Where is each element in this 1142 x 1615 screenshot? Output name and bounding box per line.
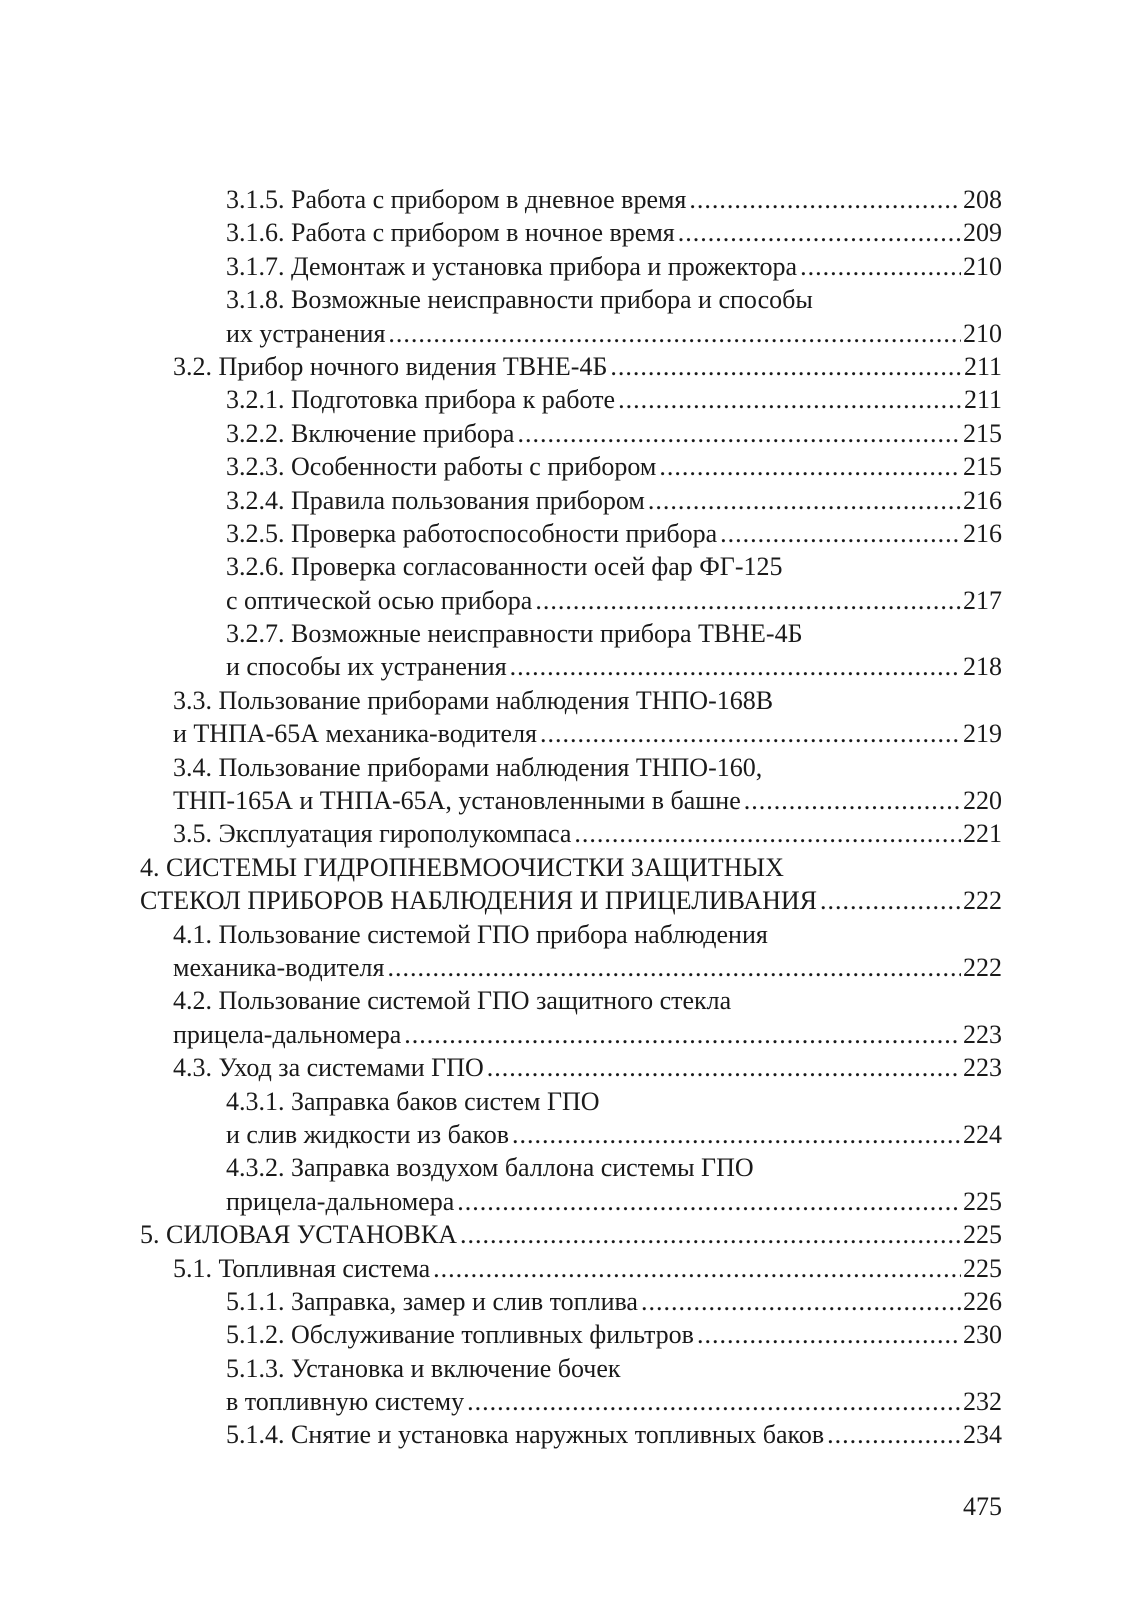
toc-entry-title: 3.2.1. Подготовка прибора к работе bbox=[226, 385, 616, 415]
table-of-contents bbox=[140, 183, 1002, 1452]
dot-leader bbox=[689, 183, 961, 216]
toc-entry-page: 230 bbox=[963, 1320, 1002, 1350]
toc-entry-title: 3.2.2. Включение прибора bbox=[226, 418, 515, 448]
toc-entry bbox=[140, 484, 1002, 517]
toc-entry-title: 4.3.1. Заправка баков систем ГПО bbox=[226, 1086, 600, 1116]
toc-entry-page: 234 bbox=[963, 1420, 1002, 1450]
toc-entry bbox=[140, 717, 1002, 750]
toc-entry bbox=[140, 417, 1002, 450]
toc-entry bbox=[140, 650, 1002, 683]
toc-entry-title: 3.2.6. Проверка согласованности осей фар ФГ-125 bbox=[226, 552, 783, 582]
dot-leader bbox=[457, 1185, 961, 1218]
toc-entry-title: 3.2.4. Правила пользования прибором bbox=[226, 485, 645, 515]
dot-leader bbox=[720, 517, 961, 550]
toc-entry-title: 5. СИЛОВАЯ УСТАНОВКА bbox=[140, 1220, 457, 1250]
dot-leader bbox=[744, 784, 961, 817]
toc-entry bbox=[140, 517, 1002, 550]
toc-entry-title: 3.1.8. Возможные неисправности прибора и способы bbox=[226, 285, 813, 315]
toc-entry-title: 5.1.4. Снятие и установка наружных топливных баков bbox=[226, 1420, 825, 1450]
toc-entry-title: 3.1.7. Демонтаж и установка прибора и прожектора bbox=[226, 251, 798, 281]
toc-entry-title: 3.5. Эксплуатация гирополукомпаса bbox=[173, 819, 572, 849]
toc-entry bbox=[140, 216, 1002, 249]
toc-entry-page: 225 bbox=[963, 1220, 1002, 1250]
toc-entry bbox=[140, 1151, 1002, 1184]
toc-entry-page: 215 bbox=[963, 418, 1002, 448]
toc-entry bbox=[140, 617, 1002, 650]
toc-entry-page: 209 bbox=[963, 218, 1002, 248]
dot-leader bbox=[404, 1018, 961, 1051]
toc-entry-title: 3.3. Пользование приборами наблюдения ТНПО-168В bbox=[173, 685, 774, 715]
toc-entry-page: 211 bbox=[963, 385, 1002, 415]
toc-entry-title: механика-водителя bbox=[173, 952, 385, 982]
toc-entry bbox=[140, 1352, 1002, 1385]
dot-leader bbox=[697, 1318, 961, 1351]
toc-entry bbox=[140, 183, 1002, 216]
toc-entry bbox=[140, 450, 1002, 483]
toc-entry-title: 3.2.5. Проверка работоспособности прибора bbox=[226, 518, 718, 548]
toc-entry-page: 217 bbox=[963, 585, 1002, 615]
toc-entry-page: 210 bbox=[963, 251, 1002, 281]
dot-leader bbox=[648, 484, 961, 517]
toc-entry bbox=[140, 1252, 1002, 1285]
dot-leader bbox=[618, 383, 962, 416]
toc-entry bbox=[140, 1018, 1002, 1051]
dot-leader bbox=[800, 250, 961, 283]
toc-entry-title: 5.1. Топливная система bbox=[173, 1253, 431, 1283]
toc-entry-page: 223 bbox=[963, 1053, 1002, 1083]
dot-leader bbox=[517, 417, 961, 450]
toc-entry bbox=[140, 1051, 1002, 1084]
toc-entry-title: 4.3.2. Заправка воздухом баллона системы ГПО bbox=[226, 1153, 754, 1183]
toc-entry bbox=[140, 1418, 1002, 1451]
toc-entry-page: 215 bbox=[963, 452, 1002, 482]
toc-entry-page: 221 bbox=[963, 819, 1002, 849]
dot-leader bbox=[467, 1385, 961, 1418]
toc-entry-title: 3.2.7. Возможные неисправности прибора ТВНЕ-4Б bbox=[226, 619, 803, 649]
toc-entry-title: 4.1. Пользование системой ГПО прибора наблюдения bbox=[173, 919, 768, 949]
toc-entry-page: 218 bbox=[963, 652, 1002, 682]
dot-leader bbox=[574, 817, 961, 850]
toc-entry-title: и способы их устранения bbox=[226, 652, 507, 682]
toc-entry-page: 222 bbox=[963, 952, 1002, 982]
toc-entry bbox=[140, 918, 1002, 951]
dot-leader bbox=[678, 216, 961, 249]
toc-entry-title: 3.1.6. Работа с прибором в ночное время bbox=[226, 218, 675, 248]
dot-leader bbox=[388, 317, 961, 350]
toc-entry-title: ТНП-165А и ТНПА-65А, установленными в башне bbox=[173, 786, 741, 816]
dot-leader bbox=[510, 650, 961, 683]
toc-entry-title: 3.2.3. Особенности работы с прибором bbox=[226, 452, 657, 482]
toc-entry-page: 211 bbox=[963, 351, 1002, 381]
dot-leader bbox=[387, 951, 961, 984]
toc-entry bbox=[140, 884, 1002, 917]
toc-entry bbox=[140, 1285, 1002, 1318]
toc-entry-page: 216 bbox=[963, 518, 1002, 548]
toc-entry-title: прицела-дальномера bbox=[226, 1186, 455, 1216]
toc-entry-title: 3.1.5. Работа с прибором в дневное время bbox=[226, 185, 687, 214]
toc-entry-page: 220 bbox=[963, 786, 1002, 816]
toc-entry-page: 216 bbox=[963, 485, 1002, 515]
toc-entry-title: с оптической осью прибора bbox=[226, 585, 533, 615]
toc-entry-page: 226 bbox=[963, 1286, 1002, 1316]
dot-leader bbox=[827, 1418, 961, 1451]
toc-entry-title: и ТНПА-65А механика-водителя bbox=[173, 719, 537, 749]
toc-entry-page: 210 bbox=[963, 318, 1002, 348]
dot-leader bbox=[540, 717, 961, 750]
toc-entry-title: 5.1.2. Обслуживание топливных фильтров bbox=[226, 1320, 694, 1350]
dot-leader bbox=[487, 1051, 961, 1084]
toc-entry-title: 4.3. Уход за системами ГПО bbox=[173, 1053, 484, 1083]
dot-leader bbox=[641, 1285, 961, 1318]
toc-entry-title: прицела-дальномера bbox=[173, 1019, 402, 1049]
toc-entry bbox=[140, 684, 1002, 717]
toc-entry bbox=[140, 1118, 1002, 1151]
dot-leader bbox=[659, 450, 961, 483]
toc-entry bbox=[140, 1318, 1002, 1351]
dot-leader bbox=[512, 1118, 961, 1151]
toc-entry-title: СТЕКОЛ ПРИБОРОВ НАБЛЮДЕНИЯ И ПРИЦЕЛИВАНИЯ bbox=[140, 886, 817, 916]
dot-leader bbox=[820, 884, 961, 917]
toc-entry bbox=[140, 851, 1002, 884]
toc-entry-title: 4. СИСТЕМЫ ГИДРОПНЕВМООЧИСТКИ ЗАЩИТНЫХ bbox=[140, 852, 784, 882]
toc-entry-page: 223 bbox=[963, 1019, 1002, 1049]
page-number: 475 bbox=[963, 1492, 1002, 1521]
toc-entry bbox=[140, 350, 1002, 383]
toc-entry-page: 222 bbox=[963, 886, 1002, 916]
toc-entry bbox=[140, 784, 1002, 817]
toc-entry-title: 4.2. Пользование системой ГПО защитного стекла bbox=[173, 986, 732, 1016]
toc-entry-page: 232 bbox=[963, 1387, 1002, 1417]
toc-entry bbox=[140, 984, 1002, 1017]
toc-entry-page: 219 bbox=[963, 719, 1002, 749]
toc-entry-title: 3.2. Прибор ночного видения ТВНЕ-4Б bbox=[173, 351, 608, 381]
toc-entry bbox=[140, 317, 1002, 350]
toc-entry-title: и слив жидкости из баков bbox=[226, 1119, 510, 1149]
dot-leader bbox=[535, 584, 961, 617]
toc-entry bbox=[140, 751, 1002, 784]
toc-entry-page: 225 bbox=[963, 1253, 1002, 1283]
toc-entry bbox=[140, 584, 1002, 617]
toc-entry-title: их устранения bbox=[226, 318, 386, 348]
dot-leader bbox=[433, 1252, 961, 1285]
toc-entry bbox=[140, 550, 1002, 583]
toc-entry bbox=[140, 951, 1002, 984]
toc-entry-page: 225 bbox=[963, 1186, 1002, 1216]
toc-entry bbox=[140, 1385, 1002, 1418]
toc-entry-title: 5.1.3. Установка и включение бочек bbox=[226, 1353, 621, 1383]
toc-entry-page: 224 bbox=[963, 1119, 1002, 1149]
toc-entry bbox=[140, 1185, 1002, 1218]
toc-entry bbox=[140, 1085, 1002, 1118]
toc-entry-page: 208 bbox=[963, 185, 1002, 214]
toc-entry bbox=[140, 383, 1002, 416]
toc-entry-title: 5.1.1. Заправка, замер и слив топлива bbox=[226, 1286, 638, 1316]
toc-entry bbox=[140, 817, 1002, 850]
toc-entry-title: в топливную систему bbox=[226, 1387, 465, 1417]
toc-entry-title: 3.4. Пользование приборами наблюдения ТНПО-160, bbox=[173, 752, 763, 782]
toc-entry bbox=[140, 250, 1002, 283]
dot-leader bbox=[610, 350, 962, 383]
dot-leader bbox=[460, 1218, 961, 1251]
toc-entry bbox=[140, 1218, 1002, 1251]
toc-entry bbox=[140, 283, 1002, 316]
